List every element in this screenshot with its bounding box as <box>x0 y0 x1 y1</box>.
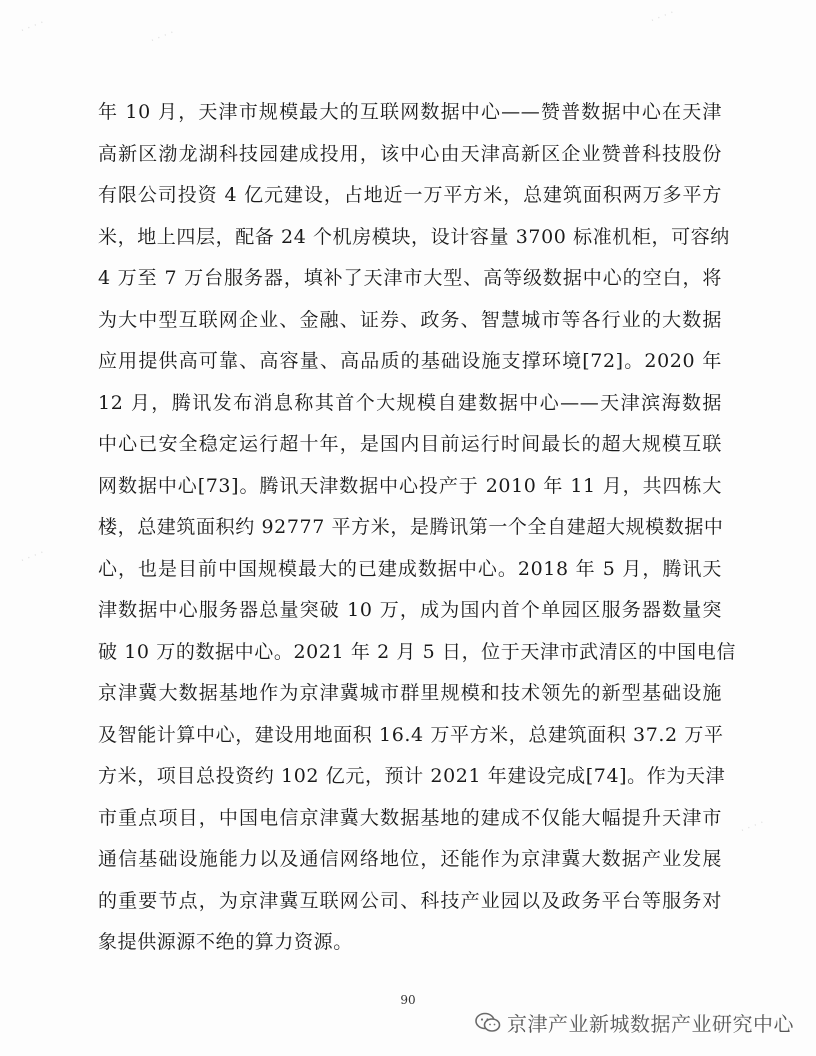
brand-text: 京津产业新城数据产业研究中心 <box>507 1012 794 1036</box>
text-line: 京津冀大数据基地作为京津冀城市群里规模和技术领先的新型基础设施 <box>98 682 722 704</box>
text-line: 高新区渤龙湖科技园建成投用，该中心由天津高新区企业赞普科技股份 <box>98 142 722 165</box>
text-line: 津数据中心服务器总量突破 10 万，成为国内首个单园区服务器数量突 <box>98 599 722 621</box>
text-line: 网数据中心[73]。腾讯天津数据中心投产于 2010 年 11 月，共四栋大 <box>98 474 722 497</box>
page-number: 90 <box>400 993 416 1007</box>
text-line: 年 10 月，天津市规模最大的互联网数据中心——赞普数据中心在天津 <box>98 101 722 123</box>
watermark: · · · · <box>18 15 47 38</box>
text-line: 通信基础设施能力以及通信网络地位，还能作为京津冀大数据产业发展 <box>98 848 722 870</box>
watermark: · · · · <box>648 5 677 28</box>
text-line: 米，地上四层，配备 24 个机房模块，设计容量 3700 标准机柜，可容纳 <box>98 225 730 248</box>
text-line: 为大中型互联网企业、金融、证券、政务、智慧城市等各行业的大数据 <box>98 308 722 331</box>
brand-watermark <box>475 1008 794 1037</box>
text-line: 象提供源源不绝的算力资源。 <box>98 931 353 953</box>
text-line: 应用提供高可靠、高容量、高品质的基础设施支撑环境[72]。2020 年 <box>98 350 722 372</box>
text-line: 中心已安全稳定运行超十年，是国内目前运行时间最长的超大规模互联 <box>98 433 722 455</box>
text-line: 市重点项目，中国电信京津冀大数据基地的建成不仅能大幅提升天津市 <box>98 806 722 829</box>
text-line: 有限公司投资 4 亿元建设，占地近一万平方米，总建筑面积两万多平方 <box>98 184 722 206</box>
text-line: 破 10 万的数据中心。2021 年 2 月 5 日，位于天津市武清区的中国电信 <box>98 640 736 663</box>
text-line: 及智能计算中心，建设用地面积 16.4 万平方米，总建筑面积 37.2 万平 <box>98 723 724 746</box>
body-paragraph <box>98 92 736 964</box>
text-line: 方米，项目总投资约 102 亿元，预计 2021 年建设完成[74]。作为天津 <box>98 765 726 787</box>
text-line: 4 万至 7 万台服务器，填补了天津市大型、高等级数据中心的空白，将 <box>98 267 722 289</box>
wechat-icon <box>475 1012 501 1034</box>
text-line: 心，也是目前中国规模最大的已建成数据中心。2018 年 5 月，腾讯天 <box>98 557 722 580</box>
text-line: 12 月，腾讯发布消息称其首个大规模自建数据中心——天津滨海数据 <box>98 391 722 414</box>
text-line: 楼，总建筑面积约 92777 平方米，是腾讯第一个全自建超大规模数据中 <box>98 516 724 538</box>
watermark: · · · · <box>18 545 47 568</box>
text-line: 的重要节点，为京津冀互联网公司、科技产业园以及政务平台等服务对 <box>98 889 722 912</box>
watermark: · · · · <box>148 25 177 48</box>
watermark: · · · · <box>738 815 767 838</box>
